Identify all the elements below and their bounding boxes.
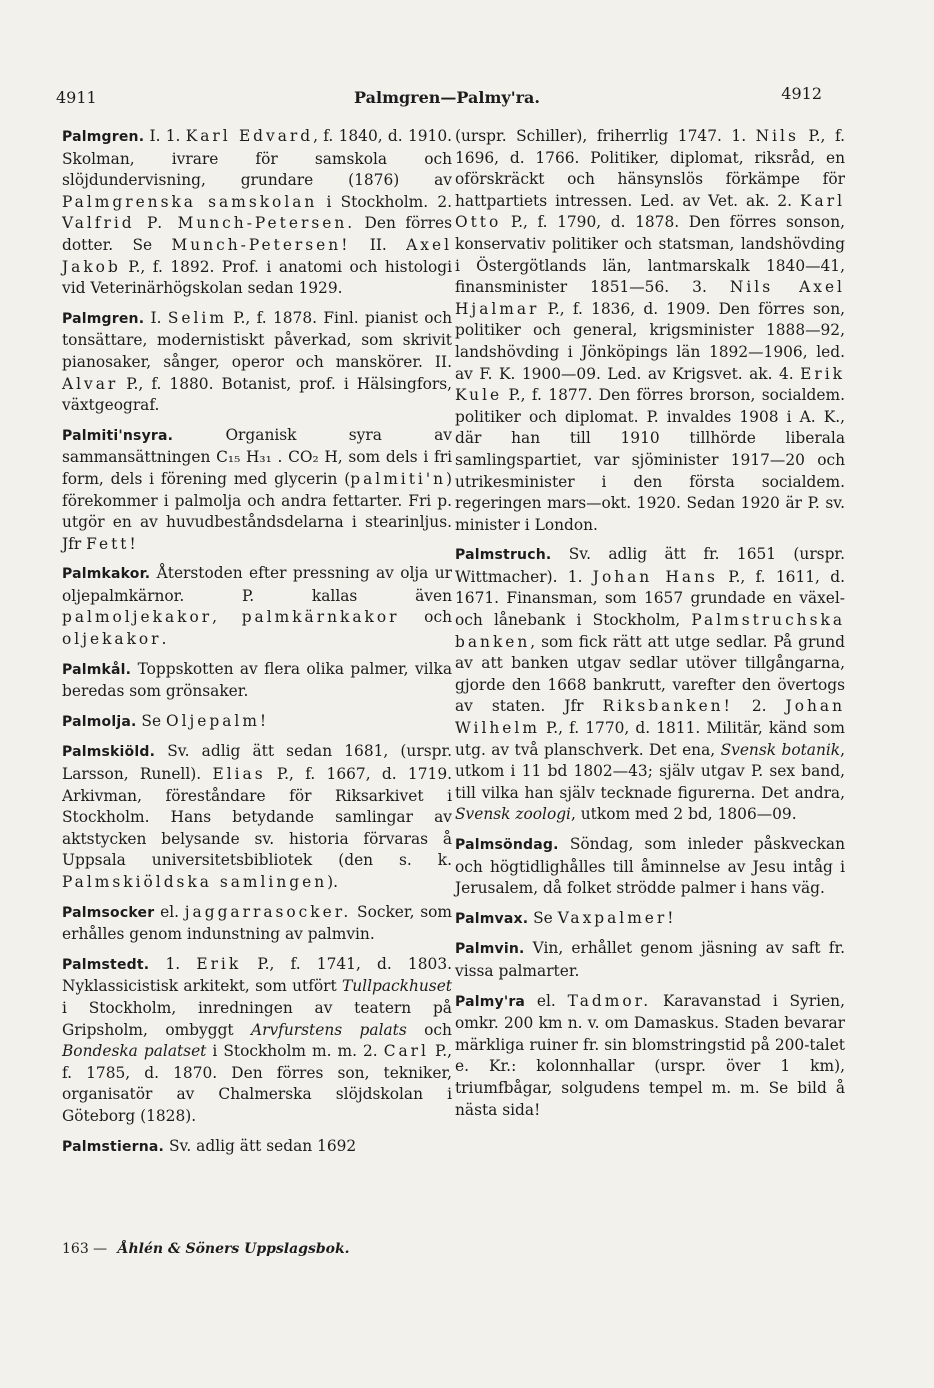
entry-text: P., f. 1611, d. 1671. Finansman, som 1657 grundade en växel- och lånebank i Stockholm,: [455, 567, 845, 630]
running-title: Palmgren—Palmy'ra.: [354, 88, 540, 107]
entry-text: Socker, som erhålles genom indunstning av palmvin.: [62, 902, 452, 944]
entry-text: (urspr. Schiller), friherrlig 1747. 1.: [455, 127, 756, 145]
entry-text: 2.: [732, 697, 786, 716]
entry-headword: Palmstruch.: [455, 547, 552, 564]
page-number-right: 4912: [781, 84, 822, 103]
entry-text: Svensk botanik: [720, 740, 841, 759]
entry-text: Se: [136, 711, 166, 730]
entry-text: Selim: [167, 308, 227, 327]
entry-headword: Palmvax.: [455, 910, 529, 927]
entry-text: Johan Hans: [592, 567, 718, 586]
entry-text: P., f. 1770, d. 1811. Militär, känd som utg. av två planschverk. Det ena,: [455, 719, 845, 759]
continued-entry-palmstierna: [455, 126, 845, 536]
entry-text: Palmgrenska samskolan: [62, 192, 318, 211]
entry-text: Elias: [212, 765, 266, 784]
dictionary-entry: [455, 834, 845, 900]
entry-text: Axel Jakob: [62, 235, 452, 276]
entry-text: Alvar: [62, 374, 119, 393]
entry-headword: Palmgren.: [62, 129, 145, 145]
entry-text: Den förres dotter. Se: [62, 214, 453, 254]
entry-text: Se: [528, 908, 558, 927]
entry-text: I.: [144, 308, 168, 327]
entry-text: Tullpackhuset: [341, 977, 452, 996]
entry-text: I. 1.: [144, 127, 186, 145]
dictionary-entry: [455, 544, 845, 826]
entry-text: Palmstruchska banken: [455, 611, 845, 651]
dictionary-entry: [62, 1136, 452, 1159]
entry-text: Bondeska palatset: [62, 1042, 207, 1061]
entry-headword: Palmgren.: [62, 310, 145, 327]
entry-text: Vaxpalmer!: [557, 908, 677, 927]
entry-text: ) förekommer i palmolja och andra fettarter. Fri p. utgör en av huvudbeståndsdelarna i stearinljus. Jfr: [62, 469, 452, 553]
entry-text: el.: [525, 991, 568, 1010]
entry-text: P., f. 1892. Prof. i anatomi och histologi vid Veterinärhögskolan sedan 1929.: [62, 257, 452, 298]
entry-headword: Palmy'ra: [455, 993, 526, 1010]
entry-text: P., f. 1880. Botanist, prof. i Hälsingfors, växtgeograf.: [62, 374, 452, 415]
entry-text: II.: [350, 235, 407, 254]
dictionary-entry: [62, 308, 452, 417]
entry-text: .: [161, 630, 167, 649]
entry-text: Toppskotten av flera olika palmer, vilka beredas som grönsaker.: [62, 659, 452, 701]
entry-headword: Palmsocker: [62, 904, 155, 921]
dictionary-entry: [62, 425, 452, 556]
page-number-left: 4911: [56, 88, 97, 107]
entry-text: Fett!: [86, 534, 139, 553]
entry-text: Återstoden efter pressning av olja ur oljepalmkärnor. P. kallas även: [62, 564, 452, 605]
entry-text: Vin, erhållet genom jäsning av saft fr. vissa palmarter.: [455, 939, 845, 980]
entry-headword: Palmkål.: [62, 661, 132, 678]
entry-text: ).: [327, 873, 339, 891]
entry-text: Johan Wilhelm: [455, 697, 845, 738]
entry-text: P., f. 1877. Den förres brorson, socialdem. politiker och diplomat. P. invaldes 1908 i A. K., där han till 1910 tillhörde liberala samlingspartiet, var sjöminister 1917—20 och utrikesminister i den första socialdem. regeringen mars—okt. 1920. Sedan 1920 är P. sv. minister i London.: [455, 386, 845, 534]
entry-text: P., f. 1790, d. 1878. Den förres sonson, konservativ politiker och statsman, landshövding i Östergötlands län, lantmarskalk 1840—41, finansminister 1851—56. 3.: [455, 213, 845, 297]
dictionary-entry: [455, 938, 845, 982]
entry-text: Söndag, som inleder påskveckan och högtidlighålles till åminnelse av Jesu intåg i Jerusalem, då folket strödde palmer i hans väg.: [455, 835, 845, 898]
dictionary-entry: [62, 563, 452, 650]
publisher-name: Åhlén & Söners Uppslagsbok.: [117, 1241, 350, 1257]
entry-text: , utkom i 11 bd 1802—43; själv utgav P. sex band, till vilka han själv tecknade figurerna. Det andra,: [455, 740, 846, 802]
entry-text: Svensk zoologi: [455, 805, 571, 824]
entry-text: , utkom med 2 bd, 1806—09.: [570, 805, 797, 824]
entry-headword: Palmiti'nsyra.: [62, 427, 174, 444]
entry-text: Karavanstad i Syrien, omkr. 200 km n. v. om Damaskus. Staden bevarar märkliga ruiner fr. sin blomstringstid på 200-talet e. Kr.: kolonnhallar (urspr. över 1 km), triumfbågar, solgudens tempel m. m. Se bild å nästa sida!: [455, 991, 845, 1119]
entry-text: Oljepalm!: [165, 711, 270, 730]
entry-text: oljekakor: [62, 630, 162, 649]
entry-text: palmiti'n: [350, 469, 446, 488]
entry-headword: Palmolja.: [62, 713, 137, 730]
dictionary-entry: [62, 741, 452, 893]
dictionary-entry: [62, 659, 452, 703]
dictionary-entry: [62, 954, 452, 1128]
entry-text: P., f. 1696, d. 1766. Politiker, diplomat, riksråd, en oförskräckt och hänsynslös förkämpe för hattpartiets intressen. Led. av Vet. ak. 2.: [455, 127, 845, 210]
entry-text: Erik: [196, 954, 242, 973]
entry-text: Nils: [755, 127, 799, 145]
entry-headword: Palmvin.: [455, 941, 525, 958]
entry-headword: Palmstedt.: [62, 956, 150, 973]
entry-text: Sv. adlig ätt sedan 1681, (urspr. Larsson, Runell).: [62, 742, 452, 784]
left-column: [62, 126, 452, 1166]
entry-headword: Palmkakor.: [62, 566, 151, 583]
entry-text: jaggarrasocker.: [184, 902, 352, 921]
entry-text: 1.: [149, 954, 197, 973]
dictionary-entry: [62, 711, 452, 734]
entry-headword: Palmskiöld.: [62, 744, 156, 761]
signature-mark: 163 —: [62, 1241, 108, 1257]
entry-text: Karl Edvard: [185, 127, 314, 145]
entry-text: Nils Axel Hjalmar: [455, 278, 845, 318]
entry-text: Karl Otto: [455, 191, 845, 232]
entry-text: Valfrid P. Munch-Petersen.: [62, 214, 356, 233]
dictionary-entry: [62, 126, 452, 300]
entry-text: , f. 1840, d. 1910. Skolman, ivrare för samskola och slöjdundervisning, grundare (1876) av: [62, 127, 453, 190]
entry-text: palmoljekakor: [62, 608, 213, 627]
entry-text: och: [406, 1020, 452, 1039]
entry-text: ,: [212, 608, 242, 627]
dictionary-entry: [455, 991, 845, 1122]
entry-text: i Stockholm, inredningen av teatern på Gripsholm, ombyggt: [62, 998, 452, 1039]
right-column: [455, 126, 845, 1129]
entry-text: Palmskiöldska samlingen: [62, 873, 328, 891]
entry-text: i Stockholm m. m. 2.: [206, 1042, 384, 1061]
entry-text: , som fick rätt att utge sedlar. På grund av att banken utgav sedlar utöver tillgångarna, gjorde den 1668 bankrutt, varefter den övertogs av staten. Jfr: [455, 632, 845, 716]
entry-text: Organisk syra av sammansättningen C₁₅ H₃₁ . CO₂ H, som dels i fri form, dels i förening med glycerin (: [62, 425, 452, 488]
page-footer: [62, 1241, 350, 1257]
entry-text: P., f. 1836, d. 1909. Den förres son, politiker och general, krigsminister 1888—92, landshövding i Jönköpings län 1892—1906, led. av F. K. 1900—09. Led. av Krigsvet. ak. 4.: [455, 299, 845, 383]
entry-text: Carl: [383, 1042, 429, 1061]
entry-text: palmkärnkakor: [241, 608, 400, 627]
entry-text: el.: [154, 902, 185, 921]
entry-text: Erik Kule: [455, 364, 845, 405]
entry-text: P., f. 1878. Finl. pianist och tonsättare, modernistiskt påverkad, som skrivit pianosaker, sånger, operor och manskörer. II.: [62, 308, 452, 371]
entry-text: i Stockholm. 2.: [317, 192, 453, 211]
dictionary-entry: [62, 902, 452, 946]
entry-text: Tadmor.: [567, 991, 652, 1010]
entry-text: Arvfurstens palats: [251, 1020, 407, 1039]
entry-text: Sv. adlig ätt sedan 1692: [164, 1136, 357, 1155]
entry-text: P., f. 1785, d. 1870. Den förres son, tekniker, organisatör av Chalmerska slöjdskolan i Göteborg (1828).: [62, 1042, 452, 1125]
entry-text: Sv. adlig ätt fr. 1651 (urspr. Wittmacher). 1.: [455, 545, 845, 586]
entry-headword: Palmsöndag.: [455, 837, 559, 853]
entry-headword: Palmstierna.: [62, 1138, 165, 1155]
entry-text: Riksbanken!: [602, 697, 733, 716]
entry-text: Munch-Petersen!: [171, 235, 351, 254]
dictionary-entry: [455, 908, 845, 931]
page-header: [0, 84, 934, 112]
entry-text: P., f. 1741, d. 1803. Nyklassicistisk arkitekt, som utfört: [62, 954, 452, 996]
entry-text: och: [399, 608, 452, 627]
entry-text: P., f. 1667, d. 1719. Arkivman, föreståndare för Riksarkivet i Stockholm. Hans betydande samlingar av aktstycken belysande sv. historia förvaras å Uppsala universitetsbibliotek (den s. k.: [62, 765, 452, 870]
